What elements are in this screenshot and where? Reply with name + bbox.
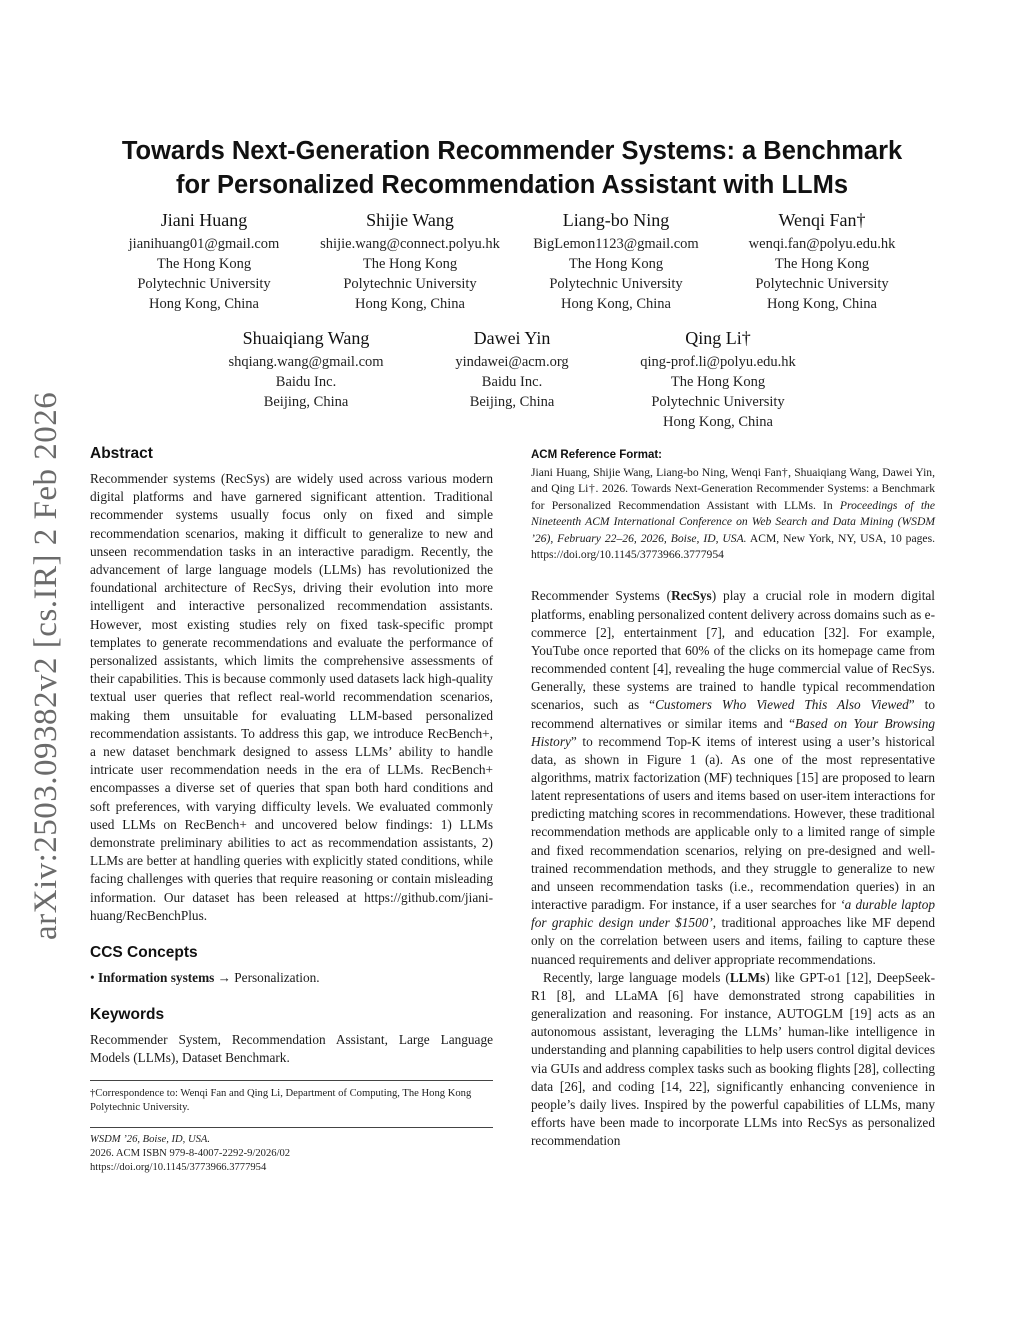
- italic-phrase: Based on Your Browsing History: [531, 715, 935, 749]
- ccs-heading: CCS Concepts: [90, 944, 198, 962]
- author-block: [516, 208, 716, 314]
- text-run: , traditional approaches like MF depend only on the correlation between users and items, failing to capture these nuanced requirements and deliver appropriate recommendations.: [531, 915, 936, 967]
- author-location: Beijing, China: [469, 394, 555, 410]
- author-affiliation: The Hong Kong: [568, 256, 664, 272]
- author-name: Wenqi Fan†: [778, 210, 866, 230]
- author-email[interactable]: jianihuang01@gmail.com: [128, 236, 280, 252]
- author-email[interactable]: shijie.wang@connect.polyu.hk: [320, 236, 500, 252]
- author-affiliation: The Hong Kong: [670, 374, 766, 390]
- abstract-heading: Abstract: [90, 445, 153, 462]
- author-location: Hong Kong, China: [149, 296, 259, 312]
- author-email[interactable]: BigLemon1123@gmail.com: [533, 236, 699, 252]
- keywords-heading: Keywords: [90, 1006, 165, 1024]
- author-affiliation: Polytechnic University: [137, 276, 271, 292]
- ccs-subcategory: Personalization.: [234, 970, 320, 986]
- author-block: [206, 326, 406, 412]
- author-name: Jiani Huang: [160, 210, 248, 230]
- intro-paragraph-2: [531, 969, 935, 1151]
- text-run: Recently, large language models (: [543, 969, 730, 985]
- isbn-note: 2026. ACM ISBN 979-8-4007-2292-9/2026/02: [90, 1147, 291, 1159]
- venue-note: WSDM ’26, Boise, ID, USA.: [90, 1133, 211, 1145]
- author-location: Hong Kong, China: [561, 296, 671, 312]
- keywords-text: Recommender System, Recommendation Assistant, Large Language Models (LLMs), Dataset Benchmark.: [90, 1032, 493, 1066]
- author-affiliation: The Hong Kong: [156, 256, 252, 272]
- paper-title: [86, 134, 938, 202]
- abstract-text: Recommender systems (RecSys) are widely used across various modern digital platforms and have garnered significant attention. Traditional recommender systems usually focus only on fixed and simple recommendation scenarios, making it difficult to generalize to new and unseen recommendation tasks in an interactive paradigm. Recently, the advancement of large language models (LLMs) has revolutionized the foundational architecture of RecSys, driving their evolution into more intelligent and interactive personalized recommendation assistants. However, most existing studies rely on fixed task-specific prompt templates to generate recommendations and evaluate the performance of personalized assistants, which limits the comprehensive assessments of their capabilities. This is because commonly used datasets lack high-quality textual user queries that reflect real-world recommendation scenarios, making them unsuitable for evaluating LLM-based personalized recommendation assistants. To address this gap, we introduce RecBench+, a new dataset benchmark designed to assess LLMs’ ability to handle intricate user recommendation needs in the era of LLMs. RecBench+ encompasses a diverse set of queries that span both hard conditions and soft preferences, with varying difficulty levels. We evaluated commonly used LLMs on RecBench+ and uncovered below findings: 1) LLMs demonstrate preliminary abilities to act as recommendation assistants, 2) LLMs are better at handling queries with explicitly stated conditions, while facing challenges with queries that require reasoning or contain misleading information. Our dataset has been released at https://github.com/jiani-huang/RecBenchPlus.: [90, 471, 493, 923]
- author-location: Hong Kong, China: [663, 414, 773, 430]
- author-email[interactable]: wenqi.fan@polyu.edu.hk: [748, 236, 896, 252]
- author-block: [104, 208, 304, 314]
- text-run: ” to recommend Top-K items of interest using a user’s historical data, as shown in Figure 1 (a). As one of the most representative algorithms, matrix factorization (MF) techniques [15] are proposed to learn latent representations of users and items based on user-item interactions for predicting matching scores in recommendations. However, these traditional recommendation methods are applicable only to a limited range of simple and fixed recommendation scenarios, relying on pre-designed and well-trained recommendation methods, and they struggle to generalize to new and unseen recommendation tasks (i.e., recommendation queries) in an interactive paradigm. For instance, if a user searches for: [531, 733, 935, 913]
- author-name: Liang-bo Ning: [562, 210, 670, 230]
- bold-term: RecSys: [671, 588, 712, 604]
- author-affiliation: The Hong Kong: [362, 256, 458, 272]
- acm-reference-text: [531, 465, 935, 563]
- author-name: Dawei Yin: [473, 328, 551, 348]
- author-block: [412, 326, 612, 412]
- bullet: •: [90, 970, 95, 986]
- text-run: Recommender Systems (: [531, 588, 672, 604]
- bold-term: LLMs: [729, 969, 766, 985]
- title-line-2: for Personalized Recommendation Assistant with LLMs: [175, 171, 849, 199]
- author-affiliation: Polytechnic University: [343, 276, 477, 292]
- author-email[interactable]: shqiang.wang@gmail.com: [228, 354, 384, 370]
- intro-paragraph-1: [531, 587, 935, 968]
- author-name: Shijie Wang: [366, 210, 454, 230]
- author-block: [618, 326, 818, 432]
- author-location: Hong Kong, China: [767, 296, 877, 312]
- author-email[interactable]: qing-prof.li@polyu.edu.hk: [640, 354, 796, 370]
- author-location: Beijing, China: [263, 394, 349, 410]
- author-location: Hong Kong, China: [355, 296, 465, 312]
- author-block: [310, 208, 510, 314]
- text-run: ) like GPT-o1 [12], DeepSeek-R1 [8], and LLaMA [6] have demonstrated strong capabilities in generalization and reasoning. For instance, AUTOGLM [19] acts as an autonomous assistant, leveraging the LLMs’ human-like intelligence in understanding and planning capabilities to help users control digital devices via GUIs and address complex tasks such as booking flights [28], collecting data [26], and coding [14, 22], significantly enhancing convenience in people’s daily lives. Inspired by the powerful capabilities of LLMs, many efforts have been made to incorporate LLMs into RecSys as personalized recommendation: [531, 969, 935, 1149]
- footnote-divider: [90, 1127, 493, 1128]
- author-affiliation: Polytechnic University: [755, 276, 889, 292]
- author-name: Qing Li†: [685, 328, 751, 348]
- author-affiliation: Baidu Inc.: [275, 374, 337, 390]
- author-affiliation: The Hong Kong: [774, 256, 870, 272]
- italic-phrase: ‘a durable laptop for graphic design under $1500’: [531, 897, 935, 931]
- right-column: [531, 447, 935, 1150]
- acm-reference-heading: ACM Reference Format:: [531, 449, 662, 461]
- footnote-divider: [90, 1080, 493, 1081]
- author-affiliation: Polytechnic University: [549, 276, 683, 292]
- acm-reference-publisher: ACM, New York, NY, USA, 10 pages. https://doi.org/10.1145/3773966.3777954: [531, 531, 935, 562]
- italic-phrase: Customers Who Viewed This Also Viewed: [655, 697, 909, 713]
- author-block: [722, 208, 922, 314]
- author-affiliation: Baidu Inc.: [481, 374, 543, 390]
- left-column: [90, 444, 493, 1175]
- correspondence-footnote: †Correspondence to: Wenqi Fan and Qing Li, Department of Computing, The Hong Kong Polytechnic University.: [90, 1087, 472, 1113]
- ccs-concept-item: [90, 969, 493, 987]
- author-email[interactable]: yindawei@acm.org: [455, 354, 569, 370]
- arxiv-identifier[interactable]: arXiv:2503.09382v2 [cs.IR] 2 Feb 2026: [28, 391, 64, 940]
- arrow-icon: →: [217, 970, 231, 986]
- acm-reference-venue: Proceedings of the Nineteenth ACM International Conference on Web Search and Data Mining (WSDM ’26), February 22–26, 2026, Boise, ID, USA.: [531, 498, 935, 545]
- acm-reference-authors: Jiani Huang, Shijie Wang, Liang-bo Ning, Wenqi Fan†, Shuaiqiang Wang, Dawei Yin, and Qing Li†. 2026. Towards Next-Generation Recommender Systems: a Benchmark for Personalized Recommendation Assistant with LLMs. In: [531, 466, 935, 512]
- ccs-category: Information systems: [97, 970, 215, 986]
- author-affiliation: Polytechnic University: [651, 394, 785, 410]
- title-line-1: Towards Next-Generation Recommender Systems: a Benchmark: [121, 137, 903, 165]
- text-run: ” to recommend alternatives or similar items and “: [531, 697, 935, 731]
- doi-link[interactable]: https://doi.org/10.1145/3773966.3777954: [90, 1161, 267, 1173]
- text-run: ) play a crucial role in modern digital platforms, enabling personalized content delivery across domains such as e-commerce [2], entertainment [7], and education [32]. For example, YouTube once reported that 60% of the clicks on its homepage came from recommended content [4], revealing the huge commercial value of RecSys. Generally, these systems are trained to handle typical recommendation scenarios, such as “: [531, 588, 935, 713]
- author-name: Shuaiqiang Wang: [242, 328, 370, 348]
